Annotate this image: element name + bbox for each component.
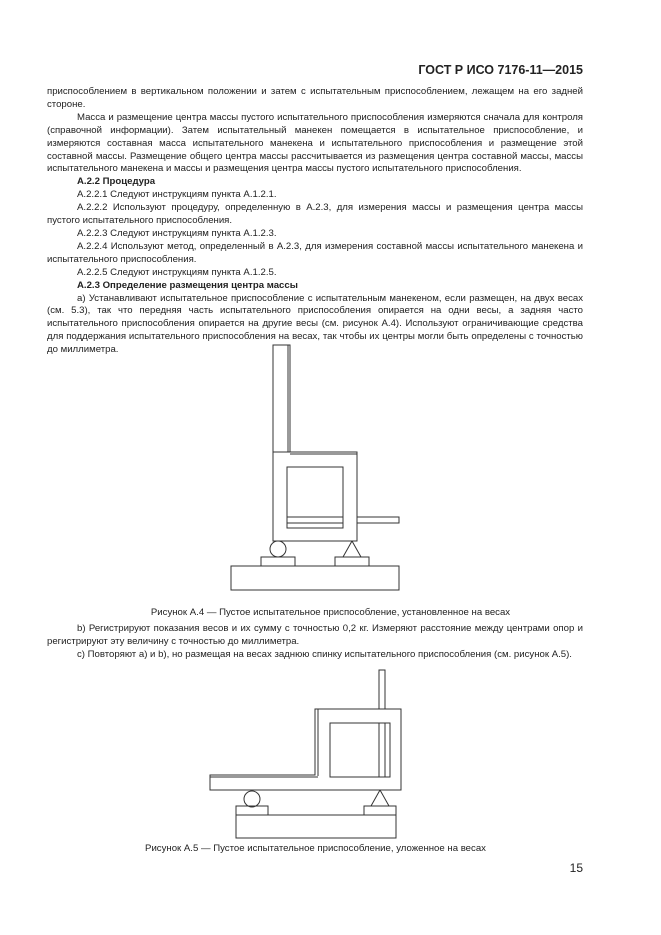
paragraph: приспособлением в вертикальном положении и затем с испытательным приспособлением, лежащем на его задней стороне.: [47, 86, 583, 110]
paragraph: Масса и размещение центра массы пустого испытательного приспособления измеряются сначала для контроля (справочной информации). Затем испытательный манекен помещается в испытательное приспособление, и измеряются составная масса испытательного манекена и испытательного приспособления и размещение этой составной массы. Размещение общего центра массы рассчитывается из размещения центра составной массы, массы испытательного манекена и массы и размещения центра массы пустого испытательного приспособления.: [47, 111, 583, 175]
paragraph: b) Регистрируют показания весов и их сумму с точностью 0,2 кг. Измеряют расстояние между центрами опор и регистрируют эту величину с точностью до миллиметра.: [47, 623, 583, 647]
figure-a4-caption: Рисунок А.4 — Пустое испытательное приспособление, установленное на весах: [150, 607, 511, 618]
document-header: ГОСТ Р ИСО 7176-11—2015: [418, 63, 583, 77]
figure-a4-drawing: [231, 345, 399, 590]
paragraph: с) Повторяют а) и b), но размещая на весах заднюю спинку испытательного приспособления (см. рисунок А.5).: [77, 648, 572, 660]
paragraph: А.2.2.1 Следуют инструкциям пункта А.1.2.1.: [77, 189, 277, 201]
page-number: 15: [569, 861, 583, 875]
body-text-2: [47, 623, 583, 662]
paragraph: А.2.2.4 Используют метод, определенный в А.2.3, для измерения составной массы испытательного манекена и испытательного приспособления.: [47, 240, 583, 265]
section-heading: А.2.3 Определение размещения центра массы: [77, 279, 298, 291]
paragraph: А.2.2.5 Следуют инструкциям пункта А.1.2.5.: [77, 266, 277, 278]
figure-a5-drawing: [210, 670, 401, 838]
paragraph: а) Устанавливают испытательное приспособление с испытательным манекеном, если размещен, на двух весах (см. 5.3), так что передняя часть испытательного приспособления опирается на одни весы, а задняя часто испытательного приспособления опирается на другие весы (см. рисунок А.4). Используют ограничивающие средства для поддержания испытательного приспособления на весах, так чтобы их центры могли быть определены с точностью до миллиметра.: [47, 292, 583, 356]
paragraph: А.2.2.2 Используют процедуру, определенную в А.2.3, для измерения массы и размещения центра массы пустого испытательного приспособления.: [47, 202, 583, 227]
paragraph: А.2.2.3 Следуют инструкциям пункта А.1.2.3.: [77, 227, 277, 239]
figure-a5-caption: Рисунок А.5 — Пустое испытательное приспособление, уложенное на весах: [145, 843, 486, 854]
section-heading: А.2.2 Процедура: [77, 176, 156, 188]
